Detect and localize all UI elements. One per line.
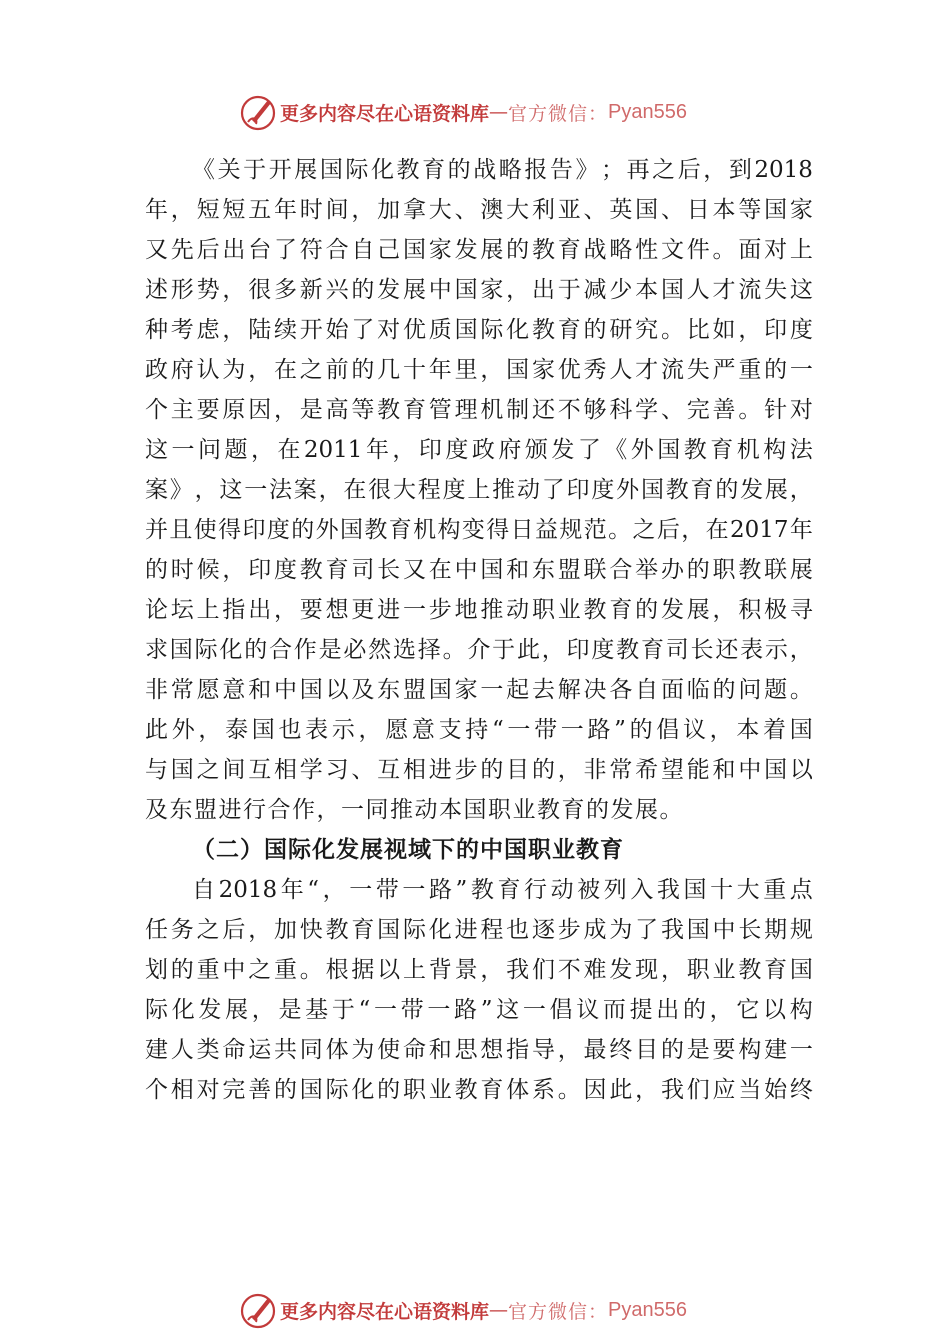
text-line: 的 时 候 ， 印 度 教 育 司 长 又 在 中 国 和 东 盟 联 合 举 办 的 职 教 联 展 bbox=[145, 557, 813, 583]
text-line: 求 国 际 化 的 合 作 是 必 然 选 择 。 介 于 此 ， 印 度 教 育 司 长 还 表 示 ， bbox=[145, 637, 813, 663]
banner-main-text: 更多内容尽在心语资料库 bbox=[280, 1300, 490, 1323]
text-line: 政 府 认 为 ， 在 之 前 的 几 十 年 里 ， 国 家 优 秀 人 才 流 失 严 重 的 一 bbox=[145, 357, 813, 383]
document-body bbox=[145, 150, 813, 1110]
text-line: 并 且 使 得 印 度 的 外 国 教 育 机 构 变 得 日 益 规 范 。 之 后 ， 在 2017 年 bbox=[145, 517, 813, 543]
text-line: 自 2018 年 “ ， 一 带 一 路 ” 教 育 行 动 被 列 入 我 国 十 大 重 点 bbox=[192, 877, 813, 903]
text-line: 述 形 势 ， 很 多 新 兴 的 发 展 中 国 家 ， 出 于 减 少 本 国 人 才 流 失 这 bbox=[145, 277, 813, 303]
text-line: 案 》 ， 这 一 法 案 ， 在 很 大 程 度 上 推 动 了 印 度 外 国 教 育 的 发 展 ， bbox=[145, 477, 813, 503]
watermark-banner-top bbox=[238, 92, 687, 132]
text-line: 论 坛 上 指 出 ， 要 想 更 进 一 步 地 推 动 职 业 教 育 的 发 展 ， 积 极 寻 bbox=[145, 597, 813, 623]
text-line: 非 常 愿 意 和 中 国 以 及 东 盟 国 家 一 起 去 解 决 各 自 面 临 的 问 题 。 bbox=[145, 677, 813, 703]
banner-dash: — bbox=[489, 101, 509, 123]
pen-logo-icon bbox=[238, 92, 278, 132]
section-heading: （二）国际化发展视域下的中国职业教育 bbox=[192, 836, 624, 863]
text-line: 这 一 问 题 ， 在 2011 年 ， 印 度 政 府 颁 发 了 《 外 国 教 育 机 构 法 bbox=[145, 437, 813, 463]
text-line: 年 ， 短 短 五 年 时 间 ， 加 拿 大 、 澳 大 利 亚 、 英 国 、 日 本 等 国 家 bbox=[145, 197, 813, 223]
text-line: 任 务 之 后 ， 加 快 教 育 国 际 化 进 程 也 逐 步 成 为 了 我 国 中 长 期 规 bbox=[145, 917, 813, 943]
banner-wechat-id: Pyan556 bbox=[608, 1298, 687, 1321]
text-line: 《 关 于 开 展 国 际 化 教 育 的 战 略 报 告 》 ； 再 之 后 ， 到 2018 bbox=[192, 157, 813, 183]
text-line: 建 人 类 命 运 共 同 体 为 使 命 和 思 想 指 导 ， 最 终 目 的 是 要 构 建 一 bbox=[145, 1037, 813, 1063]
banner-label: 官方微信： bbox=[508, 102, 609, 125]
text-line: 划 的 重 中 之 重 。 根 据 以 上 背 景 ， 我 们 不 难 发 现 ， 职 业 教 育 国 bbox=[145, 957, 813, 983]
text-line: 又 先 后 出 台 了 符 合 自 己 国 家 发 展 的 教 育 战 略 性 文 件 。 面 对 上 bbox=[145, 237, 813, 263]
text-line: 个 主 要 原 因 ， 是 高 等 教 育 管 理 机 制 还 不 够 科 学 、 完 善 。 针 对 bbox=[145, 397, 813, 423]
text-line: 际 化 发 展 ， 是 基 于 “ 一 带 一 路 ” 这 一 倡 议 而 提 出 的 ， 它 以 构 bbox=[145, 997, 813, 1023]
pen-logo-icon bbox=[238, 1290, 278, 1330]
banner-label: 官方微信： bbox=[508, 1300, 609, 1323]
text-line: 此 外 ， 泰 国 也 表 示 ， 愿 意 支 持 “ 一 带 一 路 ” 的 倡 议 ， 本 着 国 bbox=[145, 717, 813, 743]
banner-wechat-id: Pyan556 bbox=[608, 100, 687, 123]
text-line: 与 国 之 间 互 相 学 习 、 互 相 进 步 的 目 的 ， 非 常 希 望 能 和 中 国 以 bbox=[145, 757, 813, 783]
watermark-banner-bottom bbox=[238, 1290, 687, 1330]
text-line: 个 相 对 完 善 的 国 际 化 的 职 业 教 育 体 系 。 因 此 ， 我 们 应 当 始 终 bbox=[145, 1077, 813, 1103]
text-line: 及东盟进行合作，一同推动本国职业教育的发展。 bbox=[145, 797, 684, 823]
banner-main-text: 更多内容尽在心语资料库 bbox=[280, 102, 490, 125]
text-line: 种 考 虑 ， 陆 续 开 始 了 对 优 质 国 际 化 教 育 的 研 究 。 比 如 ， 印 度 bbox=[145, 317, 813, 343]
banner-dash: — bbox=[489, 1299, 509, 1321]
